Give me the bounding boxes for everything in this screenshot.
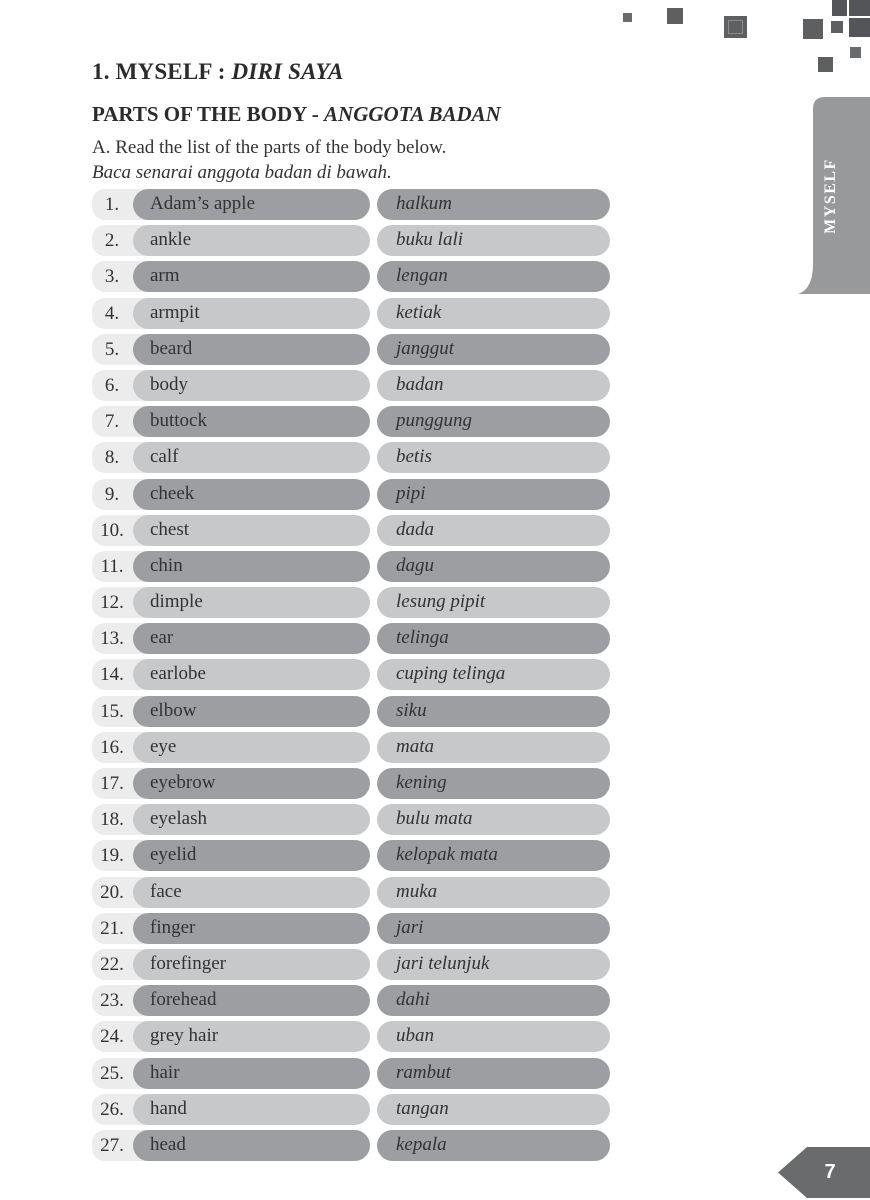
row-number: 10. <box>100 519 124 541</box>
row-number: 17. <box>100 773 124 794</box>
row-number: 8. <box>104 447 120 469</box>
english-term-pill: head <box>133 1130 370 1161</box>
vocab-row <box>92 551 610 582</box>
vocab-row <box>92 587 610 618</box>
malay-term-pill: badan <box>377 370 610 401</box>
malay-term-pill: ketiak <box>377 298 610 329</box>
row-number: 6. <box>104 374 120 396</box>
malay-term-pill: jari <box>377 913 610 944</box>
english-term-pill: earlobe <box>133 659 370 690</box>
english-term-pill: eyelid <box>133 840 370 871</box>
chapter-tab-label-box <box>813 97 849 294</box>
page-title <box>92 59 344 85</box>
decor-square <box>803 19 823 39</box>
vocab-row <box>92 768 610 799</box>
vocab-row <box>92 659 610 690</box>
row-number: 5. <box>104 338 120 360</box>
vocab-row <box>92 840 610 871</box>
english-term-pill: chin <box>133 551 370 582</box>
vocab-row <box>92 334 610 365</box>
english-term-pill: ankle <box>133 225 370 256</box>
malay-term-pill: pipi <box>377 479 610 510</box>
english-term-pill: calf <box>133 442 370 473</box>
row-number: 22. <box>100 953 124 975</box>
malay-term-pill: muka <box>377 877 610 908</box>
malay-term-pill: betis <box>377 442 610 473</box>
row-number: 7. <box>104 411 120 433</box>
vocab-row <box>92 370 610 401</box>
vocab-row <box>92 442 610 473</box>
vocab-row <box>92 225 610 256</box>
row-number: 12. <box>100 592 124 614</box>
vocab-row <box>92 1130 610 1161</box>
malay-term-pill: rambut <box>377 1058 610 1089</box>
vocab-row <box>92 515 610 546</box>
decor-square <box>849 0 870 16</box>
decor-square <box>850 47 861 58</box>
english-term-pill: grey hair <box>133 1021 370 1052</box>
row-number: 27. <box>100 1134 124 1156</box>
english-term-pill: forefinger <box>133 949 370 980</box>
decor-square <box>831 21 843 33</box>
malay-term-pill: mata <box>377 732 610 763</box>
decor-square <box>832 0 847 16</box>
malay-term-pill: telinga <box>377 623 610 654</box>
instruction-english: A. Read the list of the parts of the body below. <box>92 137 447 158</box>
vocab-row <box>92 189 610 220</box>
row-number: 4. <box>104 302 120 324</box>
vocab-row <box>92 877 610 908</box>
malay-term-pill: dagu <box>377 551 610 582</box>
section-title <box>92 102 501 127</box>
vocab-row <box>92 298 610 329</box>
page-title-prefix: 1. MYSELF : <box>92 59 232 85</box>
vocab-row <box>92 985 610 1016</box>
english-term-pill: Adam’s apple <box>133 189 370 220</box>
row-number: 14. <box>100 664 124 686</box>
english-term-pill: hand <box>133 1094 370 1125</box>
row-number: 19. <box>100 845 124 867</box>
malay-term-pill: janggut <box>377 334 610 365</box>
malay-term-pill: kepala <box>377 1130 610 1161</box>
row-number: 18. <box>100 809 124 831</box>
malay-term-pill: lesung pipit <box>377 587 610 618</box>
vocab-row <box>92 1094 610 1125</box>
vocab-row <box>92 623 610 654</box>
malay-term-pill: kening <box>377 768 610 799</box>
row-number: 26. <box>100 1098 124 1120</box>
vocab-row <box>92 1021 610 1052</box>
row-number: 20. <box>100 881 124 903</box>
english-term-pill: elbow <box>133 696 370 727</box>
section-title-malay: ANGGOTA BADAN <box>324 102 501 127</box>
malay-term-pill: dada <box>377 515 610 546</box>
english-term-pill: eyebrow <box>133 768 370 799</box>
row-number: 25. <box>100 1062 124 1084</box>
malay-term-pill: bulu mata <box>377 804 610 835</box>
vocab-row <box>92 696 610 727</box>
english-term-pill: chest <box>133 515 370 546</box>
malay-term-pill: cuping telinga <box>377 659 610 690</box>
english-term-pill: arm <box>133 261 370 292</box>
english-term-pill: cheek <box>133 479 370 510</box>
malay-term-pill: tangan <box>377 1094 610 1125</box>
malay-term-pill: lengan <box>377 261 610 292</box>
vocab-list <box>92 189 610 1161</box>
malay-term-pill: punggung <box>377 406 610 437</box>
vocab-row <box>92 1058 610 1089</box>
row-number: 21. <box>100 917 124 939</box>
english-term-pill: ear <box>133 623 370 654</box>
malay-term-pill: jari telunjuk <box>377 949 610 980</box>
english-term-pill: beard <box>133 334 370 365</box>
vocab-row <box>92 804 610 835</box>
vocab-row <box>92 479 610 510</box>
section-title-prefix: PARTS OF THE BODY - <box>92 102 325 127</box>
vocab-row <box>92 261 610 292</box>
row-number: 15. <box>100 700 124 722</box>
instruction-malay: Baca senarai anggota badan di bawah. <box>92 162 392 183</box>
malay-term-pill: kelopak mata <box>377 840 610 871</box>
vocab-row <box>92 913 610 944</box>
english-term-pill: eyelash <box>133 804 370 835</box>
vocab-row <box>92 949 610 980</box>
english-term-pill: eye <box>133 732 370 763</box>
english-term-pill: forehead <box>133 985 370 1016</box>
row-number: 9. <box>104 483 120 505</box>
decor-square <box>623 13 632 22</box>
english-term-pill: armpit <box>133 298 370 329</box>
decor-square <box>849 18 870 37</box>
page-title-malay: DIRI SAYA <box>231 59 344 85</box>
row-number: 11. <box>100 555 124 577</box>
english-term-pill: face <box>133 877 370 908</box>
malay-term-pill: halkum <box>377 189 610 220</box>
malay-term-pill: siku <box>377 696 610 727</box>
row-number: 2. <box>104 230 120 252</box>
vocab-row <box>92 406 610 437</box>
row-number: 1. <box>104 194 120 215</box>
english-term-pill: dimple <box>133 587 370 618</box>
row-number: 16. <box>100 736 124 758</box>
page-number-badge <box>778 1147 870 1198</box>
english-term-pill: buttock <box>133 406 370 437</box>
malay-term-pill: uban <box>377 1021 610 1052</box>
english-term-pill: body <box>133 370 370 401</box>
row-number: 13. <box>100 628 124 650</box>
malay-term-pill: buku lali <box>377 225 610 256</box>
malay-term-pill: dahi <box>377 985 610 1016</box>
row-number: 24. <box>100 1026 124 1048</box>
row-number: 3. <box>104 266 120 288</box>
chapter-tab-label: MYSELF <box>822 157 840 234</box>
row-number: 23. <box>100 990 124 1012</box>
decor-square <box>724 16 747 38</box>
english-term-pill: hair <box>133 1058 370 1089</box>
page-number: 7 <box>824 1161 836 1183</box>
english-term-pill: finger <box>133 913 370 944</box>
decor-square <box>818 57 833 72</box>
vocab-row <box>92 732 610 763</box>
decor-square <box>667 8 683 24</box>
